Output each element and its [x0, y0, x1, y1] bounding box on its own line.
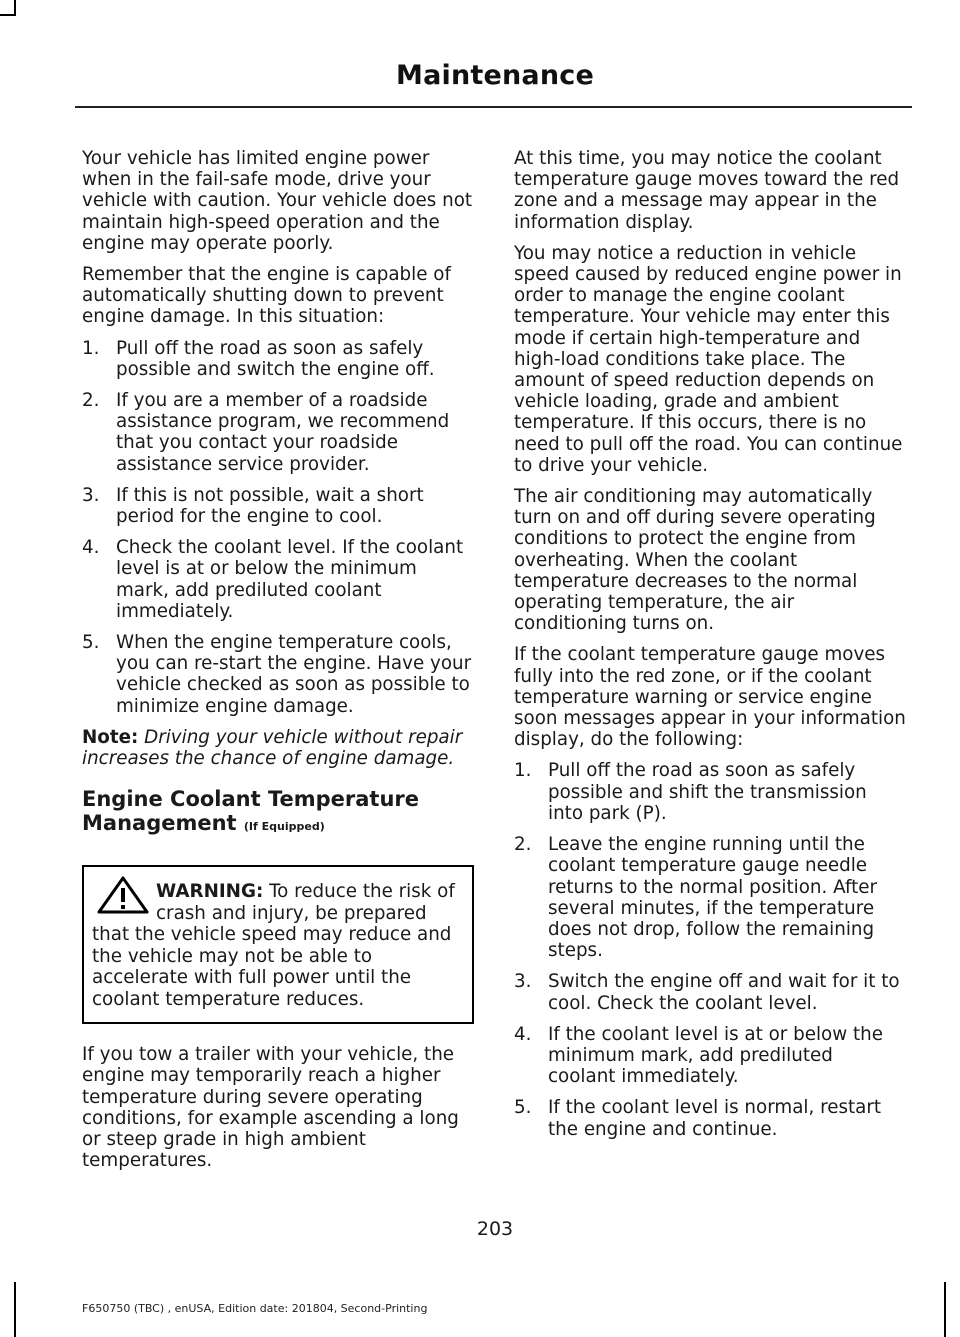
list-text: If you are a member of a roadside assistance program, we recommend that you contact your roadside assistance service provider. — [116, 390, 450, 475]
list-number: 3. — [82, 484, 100, 506]
list-item — [82, 390, 474, 475]
list-text: Switch the engine off and wait for it to cool. Check the coolant level. — [548, 971, 900, 1014]
paragraph: If you tow a trailer with your vehicle, the engine may temporarily reach a higher temperature during severe operating conditions, for example ascending a long or steep grade in high ambient temperatures. — [82, 1044, 459, 1172]
list-number: 5. — [514, 1097, 532, 1119]
left-column — [82, 148, 474, 1182]
list-text: Pull off the road as soon as safely possible and shift the transmission into park (P). — [548, 760, 867, 824]
list-item — [514, 1097, 906, 1139]
paragraph: Remember that the engine is capable of automatically shutting down to prevent engine damage. In this situation: — [82, 264, 451, 328]
list-item — [82, 338, 474, 380]
steps-list — [82, 338, 474, 717]
paragraph: You may notice a reduction in vehicle speed caused by reduced engine power in order to manage the engine coolant temperature. Your vehicle may enter this mode if certain high-temperature and high-load conditions take place. The amount of speed reduction depends on vehicle loading, grade and ambient temperature. If this occurs, there is no need to pull off the road. You can continue to drive your vehicle. — [514, 242, 903, 476]
warning-triangle-icon — [96, 875, 150, 915]
note — [82, 727, 474, 769]
paragraph: Your vehicle has limited engine power when in the fail-safe mode, drive your vehicle with caution. Your vehicle does not maintain high-speed operation and the engine may operate poorly. — [82, 148, 473, 254]
list-item — [82, 485, 474, 527]
paragraph: At this time, you may notice the coolant temperature gauge moves toward the red zone and a message may appear in the information display. — [514, 148, 900, 233]
list-item — [514, 834, 906, 961]
list-number: 2. — [82, 390, 100, 412]
warning-label: WARNING: — [156, 881, 264, 903]
list-item — [514, 1024, 906, 1088]
list-text: If the coolant level is at or below the minimum mark, add prediluted coolant immediately. — [548, 1023, 883, 1088]
page-number: 203 — [476, 1218, 514, 1240]
crop-mark-bottom-left — [14, 1282, 16, 1337]
list-text: Check the coolant level. If the coolant level is at or below the minimum mark, add prediluted coolant immediately. — [116, 537, 464, 622]
header-rule — [75, 106, 912, 108]
footer-edition-info: F650750 (TBC) , enUSA, Edition date: 201804, Second-Printing — [82, 1302, 428, 1315]
crop-mark-bottom-right — [944, 1282, 946, 1337]
warning-body: To reduce the risk of crash and injury, be prepared that the vehicle speed may reduce and the vehicle may not be able to accelerate with full power until the coolant temperature reduces. — [92, 881, 455, 1010]
warning-box — [82, 865, 474, 1024]
note-text: Driving your vehicle without repair increases the chance of engine damage. — [82, 726, 463, 770]
list-text: When the engine temperature cools, you can re-start the engine. Have your vehicle checked as soon as possible to minimize engine damage. — [116, 632, 472, 717]
heading-line-2: Management — [82, 811, 237, 836]
page-title: Maintenance — [396, 60, 594, 91]
paragraph: The air conditioning may automatically turn on and off during severe operating conditions to protect the engine from overheating. When the coolant temperature decreases to the normal operating temperature, the air conditioning turns on. — [514, 486, 876, 635]
list-number: 3. — [514, 971, 532, 993]
list-number: 1. — [82, 337, 100, 359]
list-item — [514, 971, 906, 1013]
note-label: Note: — [82, 726, 139, 748]
list-item — [82, 537, 474, 622]
list-number: 4. — [82, 537, 100, 559]
list-text: Leave the engine running until the coolant temperature gauge needle returns to the normal position. After several minutes, if the temperature does not drop, follow the remaining steps. — [548, 834, 878, 962]
list-item — [514, 760, 906, 824]
list-item — [82, 632, 474, 717]
list-number: 5. — [82, 632, 100, 654]
paragraph: If the coolant temperature gauge moves fully into the red zone, or if the coolant temperature warning or service engine soon messages appear in your information display, do the following: — [514, 644, 906, 751]
steps-list — [514, 760, 906, 1139]
list-text: If this is not possible, wait a short period for the engine to cool. — [116, 484, 424, 528]
list-number: 4. — [514, 1023, 532, 1045]
list-text: Pull off the road as soon as safely possible and switch the engine off. — [116, 337, 435, 380]
heading-qualifier: (If Equipped) — [243, 820, 325, 834]
list-text: If the coolant level is normal, restart the engine and continue. — [548, 1097, 882, 1140]
right-column — [514, 148, 906, 1150]
list-number: 2. — [514, 834, 532, 856]
crop-mark-top-left-h — [0, 14, 16, 16]
list-number: 1. — [514, 760, 532, 782]
section-heading — [82, 787, 474, 839]
heading-line-1: Engine Coolant Temperature — [82, 787, 420, 812]
